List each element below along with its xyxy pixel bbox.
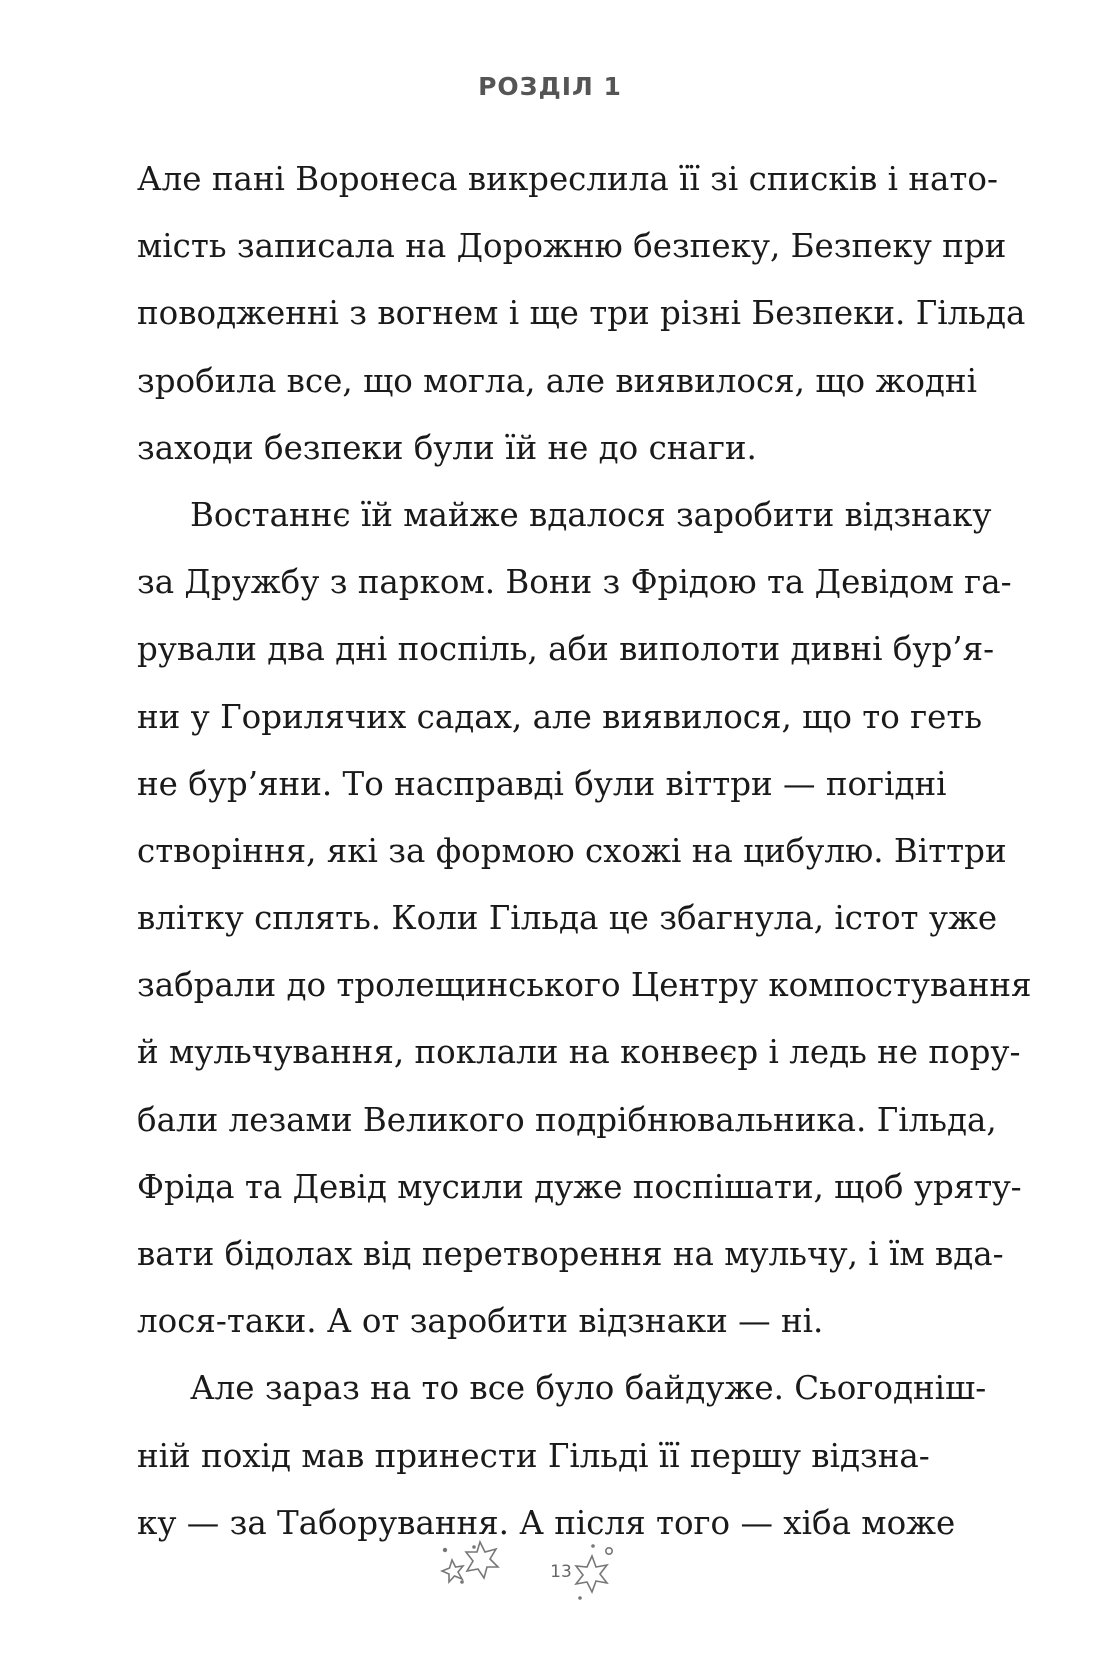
page-number: 13 — [550, 1562, 572, 1582]
text-line: лося-таки. А от заробити відзнаки — ні. — [137, 1302, 824, 1341]
text-line: Востаннє їй майже вдалося заробити відзнаку — [190, 495, 992, 534]
text-line: створіння, які за формою схожі на цибулю. Віттри — [137, 831, 1007, 870]
dot-icon — [472, 1545, 476, 1549]
text-line: мість записала на Дорожню безпеку, Безпеку при — [137, 227, 1007, 266]
text-line: Але пані Воронеса викреслила її зі списків і нато- — [137, 160, 998, 198]
dot-icon — [591, 1544, 595, 1548]
dot-icon — [443, 1548, 447, 1552]
dot-icon — [578, 1596, 582, 1600]
text-line: й мульчування, поклали на конвеєр і ледь не пору- — [137, 1033, 1021, 1072]
text-line: поводженні з вогнем і ще три різні Безпеки. Гільда — [137, 294, 1026, 333]
text-line: зробила все, що могла, але виявилося, що жодні — [137, 361, 977, 400]
text-line: ній похід мав принести Гільді її першу відзна- — [137, 1436, 930, 1475]
star-large-left-icon — [466, 1542, 498, 1578]
text-line: Але зараз на то все було байдуже. Сьогоднiш- — [190, 1369, 987, 1408]
body-text — [137, 146, 1032, 1557]
star-small-left-icon — [442, 1560, 463, 1582]
text-line: ни у Горилячих садах, але виявилося, що то геть — [137, 697, 983, 736]
ring-icon — [606, 1548, 612, 1554]
star-right-icon — [576, 1556, 607, 1592]
text-line: влітку сплять. Коли Гільда це збагнула, істот уже — [137, 899, 998, 938]
text-line: бали лезами Великого подрібнювальника. Гільда, — [137, 1100, 997, 1139]
text-line: за Дружбу з парком. Вони з Фрідою та Девідом га- — [137, 563, 1012, 602]
text-line: ку — за Таборування. А після того — хіба може — [137, 1503, 956, 1542]
chapter-title: РОЗДІЛ 1 — [478, 72, 622, 101]
text-line: Фріда та Девід мусили дуже поспішати, щоб урятy- — [137, 1167, 1022, 1206]
text-line: рували два дні поспіль, аби виполоти дивні бур’я- — [137, 630, 995, 669]
text-line: вати бідолах від перетворення на мульчу, і їм вда- — [137, 1235, 1004, 1273]
text-line: не бур’яни. То насправді були віттри — погідні — [137, 764, 947, 803]
text-line: забрали до тролещинського Центру компостування — [137, 966, 1032, 1005]
text-line: заходи безпеки були їй не до снаги. — [137, 428, 757, 467]
star-ornament-icon — [440, 1540, 670, 1630]
page-footer — [440, 1540, 670, 1630]
dot-icon — [460, 1580, 464, 1584]
